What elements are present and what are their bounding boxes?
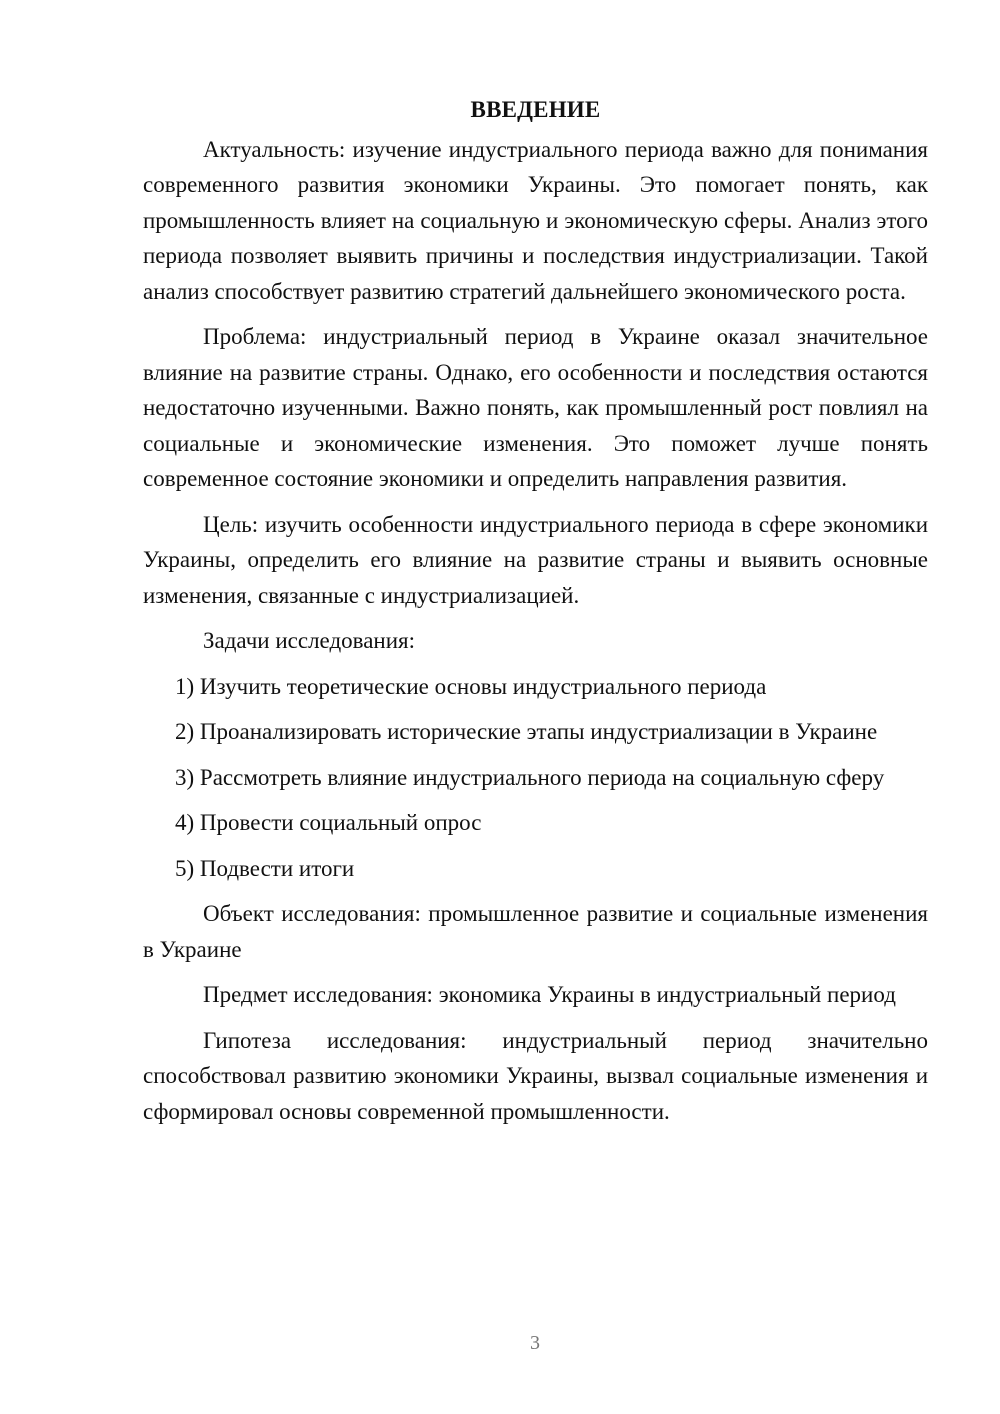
- task-item-4: 4) Провести социальный опрос: [175, 810, 482, 835]
- paragraph-object: Объект исследования: промышленное развитие и социальные изменения в Украине: [143, 901, 928, 962]
- task-item-3: 3) Рассмотреть влияние индустриального периода на социальную сферу: [175, 764, 885, 790]
- paragraph-subject: Предмет исследования: экономика Украины в индустриальный период: [203, 982, 896, 1007]
- tasks-heading: Задачи исследования:: [203, 628, 416, 653]
- page-title: ВВЕДЕНИЕ: [470, 97, 601, 122]
- paragraph-hypothesis: Гипотеза исследования: индустриальный период значительно способствовал развитию экономики Украины, вызвал социальные изменения и сформировал основы современной промышленности.: [143, 1027, 928, 1124]
- document-page: [143, 92, 928, 1139]
- task-item-1: 1) Изучить теоретические основы индустриального периода: [175, 673, 767, 699]
- task-item-5: 5) Подвести итоги: [175, 855, 355, 881]
- paragraph-goal: Цель: изучить особенности индустриального периода в сфере экономики Украины, определить его влияние на развитие страны и выявить основные изменения, связанные с индустриализацией.: [143, 511, 928, 608]
- page-number: 3: [530, 1332, 540, 1354]
- paragraph-relevance: Актуальность: изучение индустриального периода важно для понимания современного развития экономики Украины. Это помогает понять, как промышленность влияет на социальную и экономическую сферы. Анализ этого периода позволяет выявить причины и последствия индустриализации. Такой анализ способствует развитию стратегий дальнейшего экономического роста.: [143, 136, 928, 304]
- paragraph-problem: Проблема: индустриальный период в Украине оказал значительное влияние на развитие страны. Однако, его особенности и последствия остаются недостаточно изученными. Важно понять, как промышленный рост повлиял на социальные и экономические изменения. Это поможет лучше понять современное состояние экономики и определить направления развития.: [143, 324, 928, 491]
- task-item-2: 2) Проанализировать исторические этапы индустриализации в Украине: [175, 719, 878, 744]
